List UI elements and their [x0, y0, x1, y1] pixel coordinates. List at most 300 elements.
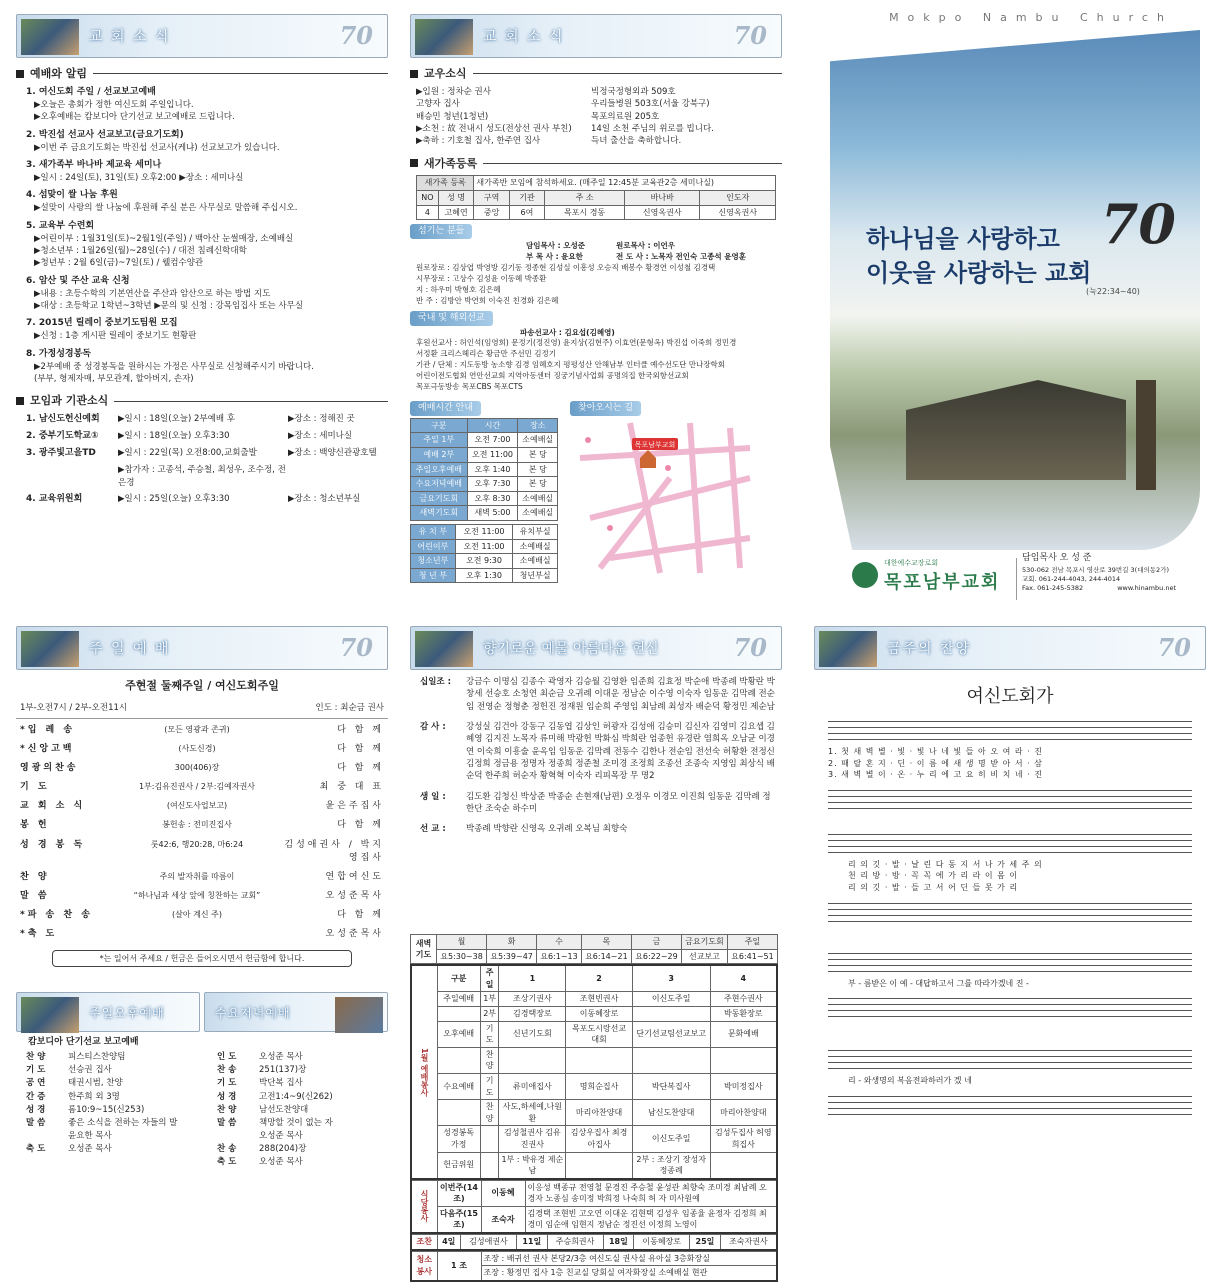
duty-cell — [437, 1047, 480, 1073]
newcomer-cell: 4 — [417, 205, 439, 220]
duty-cell: 찬양 — [480, 1047, 498, 1073]
worship-row — [20, 816, 384, 835]
worship-row — [20, 836, 384, 868]
table-cell: 유치부실 — [513, 525, 558, 540]
duty-header: 주일 — [480, 965, 498, 992]
worship-row — [20, 759, 384, 778]
order-detail: 고전1:4~9(신262) — [259, 1091, 333, 1102]
meal-label: 식당봉사 — [411, 1180, 437, 1233]
staff-line: 반 주 : 김방안 박연희 이숙진 친경화 김은혜 — [416, 295, 559, 305]
worship-person: 다 함 께 — [337, 909, 384, 920]
dawn-label: 새벽기도 — [411, 935, 437, 964]
order-row — [26, 1077, 197, 1090]
anniversary-logo: 70 — [733, 633, 767, 662]
worship-detail: 300(406)장 — [174, 763, 220, 773]
map-church-label: 목포남부교회 — [634, 440, 676, 449]
table-cell: 유 치 부 — [411, 525, 456, 540]
table-cell: 오후 8:30 — [467, 491, 518, 506]
duty-cell: 조현빈권사 — [566, 992, 632, 1007]
duty-row — [411, 1126, 777, 1152]
meeting-time: ▶일시 : 18일(오늘) 오후3:30 — [118, 431, 230, 442]
duty-cell: 성경봉독 가정 — [437, 1126, 480, 1152]
worship-person: 오성준목사 — [325, 890, 384, 901]
dawn-day: 화 — [487, 935, 537, 950]
worship-title: 주현절 둘째주일 / 여신도회주일 — [125, 679, 279, 692]
offering-type: 생 일 : — [420, 791, 446, 802]
cover-header: Mokpo Nambu Church — [889, 11, 1173, 24]
order-row — [217, 1156, 388, 1169]
worship-item: 찬 양 — [20, 871, 50, 882]
duty-cell: 박동환장로 — [710, 1006, 777, 1021]
banner-photo — [21, 631, 79, 667]
worship-person: 김성애권사 / 박지영집사 — [284, 839, 384, 863]
offering-names: 김도환 김청신 박상준 박종순 손현재(남편) 오정우 이경모 이진희 임동운 김막례 정한단 조숙순 하수미 — [466, 791, 771, 814]
duty-cell — [632, 1047, 710, 1073]
worship-detail: 봉헌송 : 전미진집사 — [162, 820, 232, 830]
news-person: 고향자 집사 — [416, 99, 460, 110]
table-cell: 청 년 부 — [411, 568, 456, 583]
worship-detail: “하나님과 세상 앞에 칭찬하는 교회” — [133, 890, 261, 900]
notice-title: 1. 여신도회 주일 / 선교보고예배 — [26, 86, 156, 97]
meal-cell: 다음주(15조) — [437, 1206, 481, 1233]
meeting-row — [26, 413, 388, 426]
banner-title: 교 회 소 식 — [89, 29, 171, 45]
cover-tower — [1136, 380, 1156, 490]
table-cell: 청소년부 — [411, 554, 456, 569]
song-title: 여신도회가 — [966, 686, 1054, 707]
duty-cell — [566, 1047, 632, 1073]
cover-address: 530-062 전남 목포시 영산로 39번길 3(대의동2가) — [1022, 566, 1170, 574]
duty-cell: 찬양 — [480, 1100, 498, 1126]
order-detail: 오성준 목사 — [259, 1157, 303, 1168]
notice-title: 7. 2015년 릴레이 중보기도팀원 모집 — [26, 318, 178, 329]
order-item: 찬 양 — [26, 1052, 46, 1063]
banner-photo — [335, 997, 383, 1033]
news-row — [416, 111, 782, 123]
anniversary-logo: 70 — [339, 21, 373, 50]
table-cell: 오후 1:40 — [467, 462, 518, 477]
dawn-passage: 요6:22~29 — [631, 949, 681, 964]
table-cell: 소예배실 — [513, 554, 558, 569]
worship-time: 1부-오전7시 / 2부-오전11시 — [20, 702, 128, 713]
banner-photo — [415, 19, 473, 55]
worship-leader: 인도 : 최순금 권사 — [315, 702, 384, 713]
church-emblem — [852, 562, 878, 588]
staff-line: 시무장로 : 고상수 김성윤 이동혜 박종환 — [416, 273, 547, 283]
order-item: 찬 양 — [217, 1104, 237, 1115]
worship-note: *는 일어서 주세요 / 헌금은 들어오시면서 헌금함에 합니다. — [52, 950, 352, 968]
newcomer-cell: 고혜연 — [438, 205, 474, 220]
order-detail: 박단복 집사 — [259, 1078, 303, 1089]
meeting-place: ▶장소 : 정해진 곳 — [288, 414, 355, 425]
lyric-verse-8: 리 - 와생명의 복음전파하러가 겠 네 — [848, 1076, 972, 1086]
duty-table — [410, 964, 778, 1180]
table-cell: 소예배실 — [513, 539, 558, 554]
meal-cell: 이응성 백종규 전영철 문경진 주승철 윤성관 최향숙 조미경 최남례 오경자 노종심 송미정 박희정 나숙희 허 자 미사원예 — [525, 1180, 777, 1206]
order-detail: 선승권 집사 — [68, 1065, 112, 1076]
duty-cell: 주일예배 — [437, 992, 480, 1007]
table-row — [411, 539, 558, 554]
offering-names: 강성실 김건아 강동구 김동엽 김상인 허광자 김성애 김승미 김신자 김영미 김요셉 김혜영 김지진 노목자 류미해 박광헌 박화심 박희란 엄종헌 유경란 염희옥 오남균 이경연 이숙희 이흥술 윤옥임 임동운 김막례 전동수 김한나 전순임 전선숙 허황환 전정신 김정희 정금용 정명자 정종희 정준철 조미경 조정희 조종선 조종숙 지영임 최상식 배순덕 한주희 허순자 황혁혁 이숙자 리피목장 무 명2 — [466, 721, 775, 782]
dawn-day: 목 — [581, 935, 631, 950]
duty-cell: 헌금위원 — [437, 1152, 480, 1179]
banner-wednesday — [204, 992, 388, 1032]
notice-line: ▶대상 : 초등학교 1학년~3학년 ▶문의 및 신청 : 강목임집사 또는 사무실 — [34, 301, 304, 312]
news-person: ▶입원 : 정차순 권사 — [416, 86, 491, 97]
cover-slogan-1: 하나님을 사랑하고 — [866, 225, 1060, 253]
notice-item — [26, 317, 388, 342]
duty-cell: 주현수권사 — [710, 992, 777, 1007]
order-row — [26, 1104, 197, 1117]
cover-pastor: 담임목사 오 성 준 — [1022, 553, 1092, 563]
worship-person: 다 함 께 — [337, 820, 384, 831]
duty-cell: 이동혜장로 — [566, 1006, 632, 1021]
duty-cell — [566, 1152, 632, 1179]
duty-header: 2 — [566, 965, 632, 992]
table-cell: 오전 11:00 — [455, 525, 512, 540]
panel-cover — [826, 10, 1206, 602]
panel-sunday-worship — [16, 626, 388, 986]
worship-person: 다 함 께 — [337, 725, 384, 736]
notice-item — [26, 129, 388, 154]
table-cell: 청년부실 — [513, 568, 558, 583]
table-cell: 주일 1부 — [411, 433, 468, 448]
news-detail: 빅정국정형외과 509호 — [591, 86, 676, 97]
worship-detail — [110, 928, 284, 941]
duty-cell: 박단복집사 — [632, 1073, 710, 1099]
church-small-name: 대한예수교장로회 — [884, 559, 939, 567]
dawn-day: 금요기도회 — [681, 935, 727, 950]
worship-row — [20, 721, 384, 740]
news-detail: 목포의료원 205호 — [591, 111, 660, 122]
banner-photo — [415, 631, 473, 667]
notice-line: ▶오후예배는 캄보디아 단기선교 보고예배로 드립니다. — [34, 112, 235, 123]
wednesday-order — [217, 1051, 388, 1170]
dawn-passage: 선교보고 — [681, 949, 727, 964]
prayer-cell: 김성애권사 — [460, 1235, 516, 1250]
panel-church-news-2 — [410, 14, 782, 604]
order-detail: 피스티스찬양팀 — [68, 1052, 126, 1063]
order-item: 공 연 — [26, 1078, 46, 1089]
cover-verse: (눅22:34~40) — [1086, 287, 1140, 296]
worship-row — [20, 797, 384, 816]
table-header: 장소 — [518, 418, 558, 433]
table-cell: 본 당 — [518, 477, 558, 492]
afternoon-subtitle: 캄보디아 단기선교 보고예배 — [28, 1037, 139, 1047]
duty-cell: 조상기권사 — [499, 992, 566, 1007]
table-cell: 주일오후예배 — [411, 462, 468, 477]
news-detail: 14일 소천 주님의 위로를 빕니다. — [591, 123, 714, 134]
offering-type: 선 교 : — [420, 824, 446, 835]
clean-label: 청소봉사 — [411, 1251, 437, 1281]
music-staff-2 — [814, 815, 1206, 924]
order-item: 기 도 — [217, 1078, 237, 1089]
worship-person: 최 중 대 표 — [319, 782, 384, 793]
duty-cell: 수요예배 — [437, 1073, 480, 1099]
banner-title: 교 회 소 식 — [483, 29, 565, 45]
panel-church-news-1 — [16, 14, 388, 594]
table-row — [411, 525, 558, 540]
notice-line: ▶오늘은 총회가 정한 여신도회 주일입니다. — [34, 99, 194, 110]
duty-cell: 박미정집사 — [710, 1073, 777, 1099]
duty-cell: 신년기도회 — [499, 1021, 566, 1047]
order-detail: 오성준 목사 — [68, 1144, 112, 1155]
newcomer-cell: 중앙 — [474, 205, 509, 220]
banner-afternoon — [16, 992, 200, 1032]
offering-type: 감 사 : — [420, 721, 446, 732]
order-detail: 오성준 목사 — [259, 1052, 303, 1063]
banner-photo — [819, 631, 877, 667]
notice-line: ▶청소년부 : 1월26일(월)~28일(수) / 대전 침례신학대학 — [34, 246, 247, 257]
news-person: ▶축하 : 기호철 집사, 한주연 집사 — [416, 136, 541, 147]
table-cell: 오후 1:30 — [455, 568, 512, 583]
order-item: 말 씀 — [217, 1117, 237, 1128]
dawn-passage: 요6:14~21 — [581, 949, 631, 964]
table-row — [411, 462, 558, 477]
news-detail: 우리들병원 503호(서울 강북구) — [591, 99, 710, 110]
table-cell: 오후 7:30 — [467, 477, 518, 492]
notice-item — [26, 220, 388, 270]
worship-item: 영광의찬송 — [20, 763, 79, 774]
worship-row — [20, 887, 384, 906]
duty-cell: 이신도주일 — [632, 1126, 710, 1152]
table-row — [411, 477, 558, 492]
worship-item: 말 씀 — [20, 890, 50, 901]
meeting-time: ▶일시 : 25일(오늘) 오후3:30 — [118, 494, 230, 505]
meeting-time: ▶일시 : 18일(오늘) 2부예배 후 — [118, 414, 235, 425]
order-detail: 한주희 외 3명 — [68, 1091, 120, 1102]
duty-header: 1 — [499, 965, 566, 992]
table-cell: 소예배실 — [518, 506, 558, 521]
duty-cell: 사도,하세예,나원환 — [499, 1100, 566, 1126]
section-title: 새가족등록 — [410, 156, 782, 172]
section-title: 교우소식 — [410, 66, 782, 82]
staff-a: 부 목 사 : 윤요한 — [526, 252, 583, 262]
duty-cell: 이신도주일 — [632, 992, 710, 1007]
news-person: 배승민 청년(1청년) — [416, 111, 489, 122]
duty-row — [411, 1006, 777, 1021]
staff-b: 전 도 사 : 노목자 전인숙 고종석 윤영훈 — [616, 252, 746, 262]
lyric-verse-3: 3. 새 벽 별 이 · 온 · 누 리 에 고 요 히 비 치 네 · 진 — [828, 770, 1043, 780]
banner — [16, 14, 388, 58]
notice-title: 4. 섬맞이 쌀 나눔 후원 — [26, 190, 118, 201]
time-tab: 예배시간 안내 — [410, 401, 481, 416]
duty-cell: 기도 — [480, 1021, 498, 1047]
meeting-place: ▶장소 : 세미나실 — [288, 431, 353, 442]
table-cell: 소예배실 — [518, 433, 558, 448]
notice-item — [26, 275, 388, 313]
cover-fax: Fax. 061-245-5382 — [1022, 584, 1084, 592]
notice-item — [26, 159, 388, 184]
cover-slogan-2: 이웃을 사랑하는 교회 — [866, 259, 1092, 287]
banner-photo — [21, 997, 79, 1033]
duty-cell — [437, 1100, 480, 1126]
music-staff-1 — [814, 716, 1206, 811]
anniversary-logo: 70 — [339, 633, 373, 662]
table-header: 시간 — [467, 418, 518, 433]
table-row — [411, 568, 558, 583]
staff-row — [416, 241, 782, 252]
order-row — [217, 1117, 388, 1130]
table-row — [411, 433, 558, 448]
location-map — [570, 418, 760, 578]
notice-line: ▶2부예배 중 성경봉독을 원하시는 가정은 사무실로 신청해주시기 바랍니다. — [34, 361, 314, 372]
dawn-day: 주일 — [727, 935, 777, 950]
notice-line: ▶일시 : 24일(토), 31일(토) 오후2:00 ▶장소 : 세미나실 — [34, 173, 244, 184]
banner-photo — [21, 19, 79, 55]
notice-item — [26, 86, 388, 124]
worship-item: 교 회 소 식 — [20, 801, 86, 812]
order-item: 축 도 — [26, 1144, 46, 1155]
worship-detail: (사도신경) — [178, 744, 216, 754]
notice-title: 5. 교육부 수련회 — [26, 220, 95, 231]
order-row — [217, 1143, 388, 1156]
order-item — [26, 1130, 68, 1143]
duty-header: 구분 — [437, 965, 480, 992]
newcomer-header: 성 명 — [438, 191, 474, 206]
mission-tab: 국내 및 해외선교 — [410, 311, 493, 326]
newcomer-header: 구역 — [474, 191, 509, 206]
duty-cell: 김성철권사 김유진권사 — [499, 1126, 566, 1152]
worship-detail: 1부:김유진권사 / 2부:김예자권사 — [138, 782, 256, 792]
order-detail: 남선도찬양대 — [259, 1104, 309, 1115]
duty-cell: 마리아찬양대 — [566, 1100, 632, 1126]
cover-website[interactable]: www.hinambu.net — [1117, 584, 1176, 592]
dawn-day: 금 — [631, 935, 681, 950]
section-title: 모임과 기관소식 — [16, 393, 388, 409]
afternoon-order — [26, 1051, 197, 1170]
duty-cell: 김성두집사 허영희집사 — [710, 1126, 777, 1152]
serve-tab: 섬기는 분들 — [410, 224, 472, 239]
member-news — [410, 86, 782, 148]
order-detail: 오성준 목사 — [259, 1131, 303, 1142]
worship-row — [20, 925, 384, 944]
dawn-day: 월 — [437, 935, 487, 950]
worship-item: 봉 헌 — [20, 820, 50, 831]
duty-label: 1월 예배봉사 — [411, 965, 437, 1179]
offering-names: 강금수 이명심 김종수 곽영자 김승월 김영환 임준희 김효정 박순애 박종례 박황란 박창세 선승호 소청연 최순금 오귀례 이대운 정남순 이수영 이숙자 임동운 김막례 전순임 전영순 정형춘 정헌진 정재원 임순희 주영임 최남례 최성자 배순덕 황정민 제순남 — [466, 677, 775, 712]
worship-detail: (여신도사업보고) — [166, 801, 228, 811]
mission-line: 어린이전도협회 연안선교회 지역아동센터 징궁기념사업회 공명의집 한국외항선교회 — [416, 371, 689, 381]
newcomer-label: 새가족 등록 — [417, 176, 474, 191]
order-row — [217, 1064, 388, 1077]
table-cell: 예배 2부 — [411, 448, 468, 463]
order-detail: 윤요한 목사 — [68, 1131, 112, 1142]
offering-type: 십일조 : — [420, 677, 451, 687]
staff-b: 원로목사 : 이언우 — [616, 241, 675, 251]
lyric-verse-1: 1. 첫 새 벽 별 · 빛 · 빛 나 네 빛 들 아 오 여 라 · 진 — [828, 747, 1043, 757]
order-row — [26, 1143, 197, 1156]
section-title: 예배와 알림 — [16, 66, 388, 82]
meeting-time: ▶참가자 : 고종석, 주승철, 최성우, 조수정, 전은경 — [118, 465, 286, 488]
worship-detail: (살아 계신 주) — [172, 909, 222, 919]
duty-cell: 문화예배 — [710, 1021, 777, 1047]
panel-afternoon-worship — [16, 992, 388, 1197]
duty-row — [411, 1152, 777, 1179]
news-row — [416, 135, 782, 147]
offering-names: 박종례 박향란 신영옥 오귀례 오복님 최향숙 — [466, 824, 628, 835]
duty-row — [411, 1047, 777, 1073]
clean-cell: 조장 : 황정민 집사 1층 친교실 당회실 여자화장실 소예배실 현관 — [481, 1266, 777, 1281]
offering-row — [420, 721, 778, 783]
worship-person: 다 함 께 — [337, 744, 384, 755]
notice-title: 6. 암산 및 주산 교육 신청 — [26, 275, 130, 286]
duty-cell: 남신도찬양대 — [632, 1100, 710, 1126]
panel-hymn — [814, 626, 1206, 1206]
newcomer-table — [416, 175, 776, 220]
order-detail: 책망할 것이 없는 자 — [259, 1117, 333, 1128]
table-cell: 오전 11:00 — [467, 448, 518, 463]
prayer-meal-table — [410, 1234, 778, 1251]
meal-cell: 김경택 조현빈 고오연 이대운 김현택 김성우 임종율 윤정자 김정희 최경미 임순애 임현지 정남순 정진선 이정희 노영이 — [525, 1206, 777, 1233]
order-detail: 좋은 소식을 전하는 자들의 발 — [68, 1117, 178, 1128]
prayer-cell: 18일 — [603, 1235, 634, 1250]
order-item: 간 증 — [26, 1091, 46, 1102]
notice-line: ▶신청 : 1층 게시판 릴레이 중보기도 현황판 — [34, 331, 197, 342]
worship-detail: (모든 영광과 존귀) — [164, 725, 230, 735]
newcomer-cell: 6여 — [509, 205, 544, 220]
church-name: 목포남부교회 — [884, 572, 1001, 593]
table-row — [411, 491, 558, 506]
staff-list — [410, 241, 782, 306]
order-detail: 288(204)장 — [259, 1144, 307, 1155]
order-row — [217, 1077, 388, 1090]
mission-list — [410, 338, 782, 392]
table-cell: 본 당 — [518, 462, 558, 477]
meeting-place: ▶장소 : 청소년부실 — [288, 494, 361, 505]
prayer-cell: 25일 — [690, 1235, 721, 1250]
newcomer-cell: 신영옥권사 — [625, 205, 700, 220]
duty-cell — [710, 1152, 777, 1179]
duty-cell — [632, 1006, 710, 1021]
table-row — [411, 554, 558, 569]
dawn-day: 수 — [537, 935, 582, 950]
mission-line: 기관 / 단체 : 지도동방 농소향 김경 임혜호지 평평성산 안해남부 인터클 예수선도단 만나장학회 — [416, 360, 725, 370]
worship-row — [20, 740, 384, 759]
order-item: 말 씀 — [26, 1117, 46, 1128]
order-item: 축 도 — [217, 1157, 237, 1168]
duty-cell: 단기선교팀선교보고 — [632, 1021, 710, 1047]
order-item: 찬 송 — [217, 1065, 237, 1076]
music-staff-3 — [814, 928, 1206, 1020]
worship-person: 다 함 께 — [337, 763, 384, 774]
banner — [16, 626, 388, 670]
notice-line: ▶내용 : 초등수학의 기본연산을 주산과 암산으로 하는 방법 지도 — [34, 288, 271, 299]
news-row — [416, 98, 782, 110]
meeting-row — [26, 430, 388, 443]
notice-line: ▶이번 주 금요기도회는 박진섭 선교사(케냐) 선교보고가 있습니다. — [34, 142, 280, 153]
notice-line: ▶설맞이 사랑의 쌀 나눔에 후원해 주실 분은 사무실로 말씀해 주십시오. — [34, 203, 298, 214]
worship-person: 연합여신도 — [325, 871, 384, 882]
dawn-passage: 요5:30~38 — [437, 949, 487, 964]
duty-cell: 1부 : 박유경 제순남 — [499, 1152, 566, 1179]
duty-cell: 기도 — [480, 1073, 498, 1099]
notice-list — [16, 86, 388, 385]
banner — [814, 626, 1206, 670]
duty-row — [411, 1021, 777, 1047]
order-row — [26, 1091, 197, 1104]
cover-logo-70: 70 — [1100, 192, 1176, 256]
newcomer-header: NO — [417, 191, 439, 206]
offering-row — [420, 676, 778, 713]
meeting-title: 4. 교육위원회 — [26, 494, 83, 505]
newcomer-cell: 목포시 경동 — [545, 205, 625, 220]
meal-cell: 조숙자 — [481, 1206, 525, 1233]
order-row — [217, 1130, 388, 1143]
dawn-passage: 요6:41~51 — [727, 949, 777, 964]
duty-cell — [480, 1126, 498, 1152]
lyric-verse-5: 천 리 방 · 방 · 꼭 꼭 에 가 리 라 이 몸 이 — [848, 871, 1019, 881]
